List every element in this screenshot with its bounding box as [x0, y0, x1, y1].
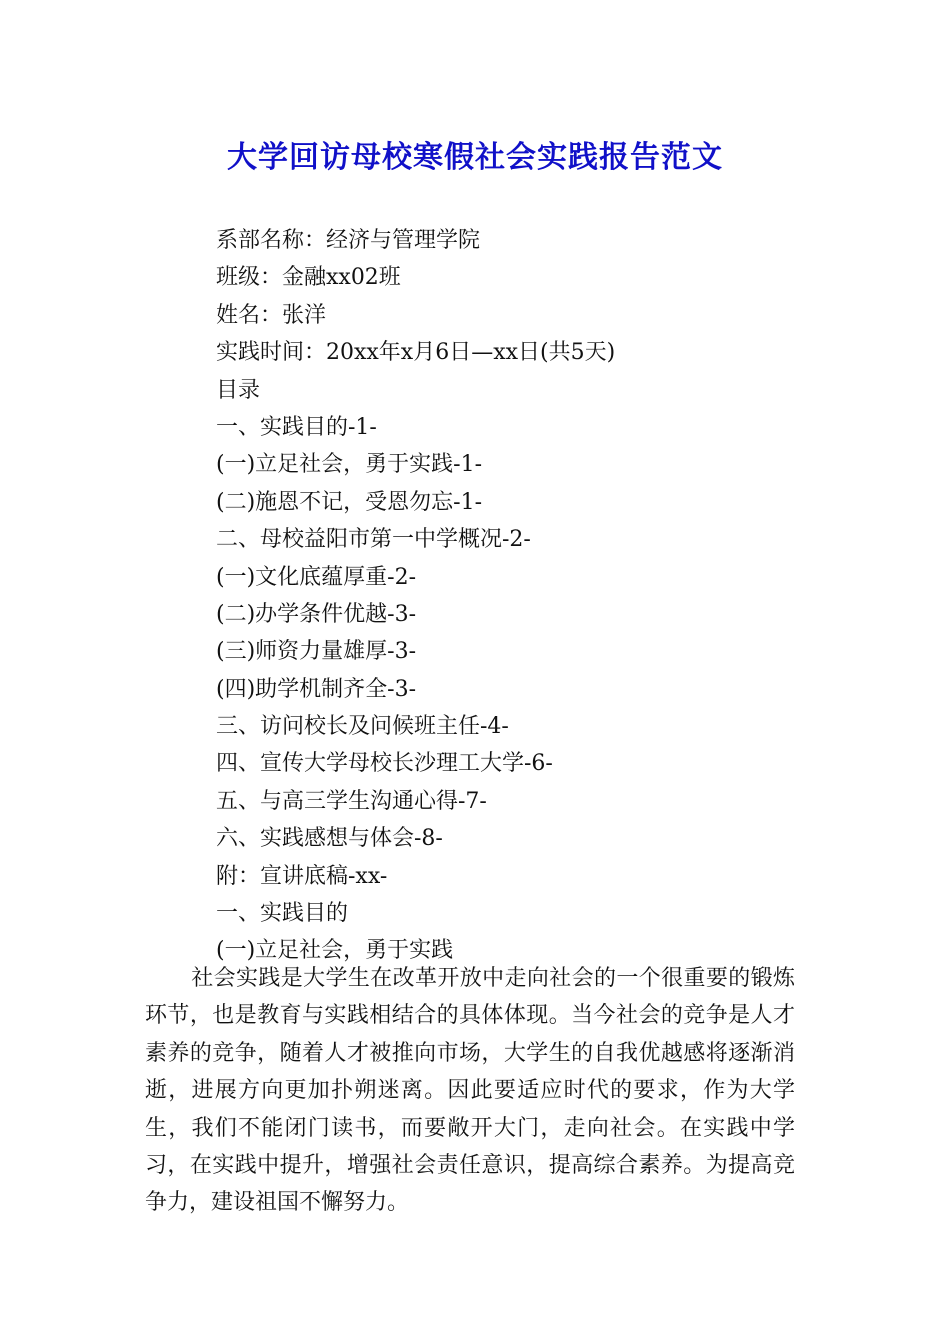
toc-item: (二)施恩不记，受恩勿忘-1-	[216, 489, 483, 515]
subsection-heading: (一)立足社会，勇于实践	[216, 938, 454, 964]
info-class: 班级：金融xx02班	[216, 265, 401, 291]
toc-item: (一)立足社会，勇于实践-1-	[216, 452, 483, 478]
toc-item: 六、实践感想与体会-8-	[216, 826, 443, 852]
section-heading: 一、实践目的	[216, 901, 349, 927]
toc-item: 附：宣讲底稿-xx-	[216, 863, 388, 889]
toc-item: 四、宣传大学母校长沙理工大学-6-	[216, 751, 553, 777]
toc-item: (四)助学机制齐全-3-	[216, 676, 417, 702]
toc-item: 三、访问校长及问候班主任-4-	[216, 714, 509, 740]
info-name: 姓名：张洋	[216, 302, 327, 328]
toc-item: (三)师资力量雄厚-3-	[216, 639, 417, 665]
document-title: 大学回访母校寒假社会实践报告范文	[227, 140, 723, 175]
toc-heading: 目录	[216, 377, 261, 403]
toc-item: 二、母校益阳市第一中学概况-2-	[216, 527, 531, 553]
info-practice-time: 实践时间：20xx年x月6日—xx日(共5天)	[216, 340, 616, 366]
toc-item: (二)办学条件优越-3-	[216, 601, 417, 627]
toc-item: (一)文化底蕴厚重-2-	[216, 564, 417, 590]
body-paragraph: 社会实践是大学生在改革开放中走向社会的一个很重要的锻炼环节，也是教育与实践相结合的具体体现。当今社会的竞争是人才素养的竞争，随着人才被推向市场，大学生的自我优越感将逐渐消逝，进展方向更加扑朔迷离。因此要适应时代的要求，作为大学生，我们不能闭门读书，而要敞开大门，走向社会。在实践中学习，在实践中提升，增强社会责任意识，提高综合素养。为提高竞争力，建设祖国不懈努力。	[145, 966, 795, 1216]
document-header-and-toc	[216, 222, 866, 970]
toc-item: 五、与高三学生沟通心得-7-	[216, 788, 487, 814]
toc-item: 一、实践目的-1-	[216, 414, 377, 440]
info-department: 系部名称：经济与管理学院	[216, 228, 481, 253]
